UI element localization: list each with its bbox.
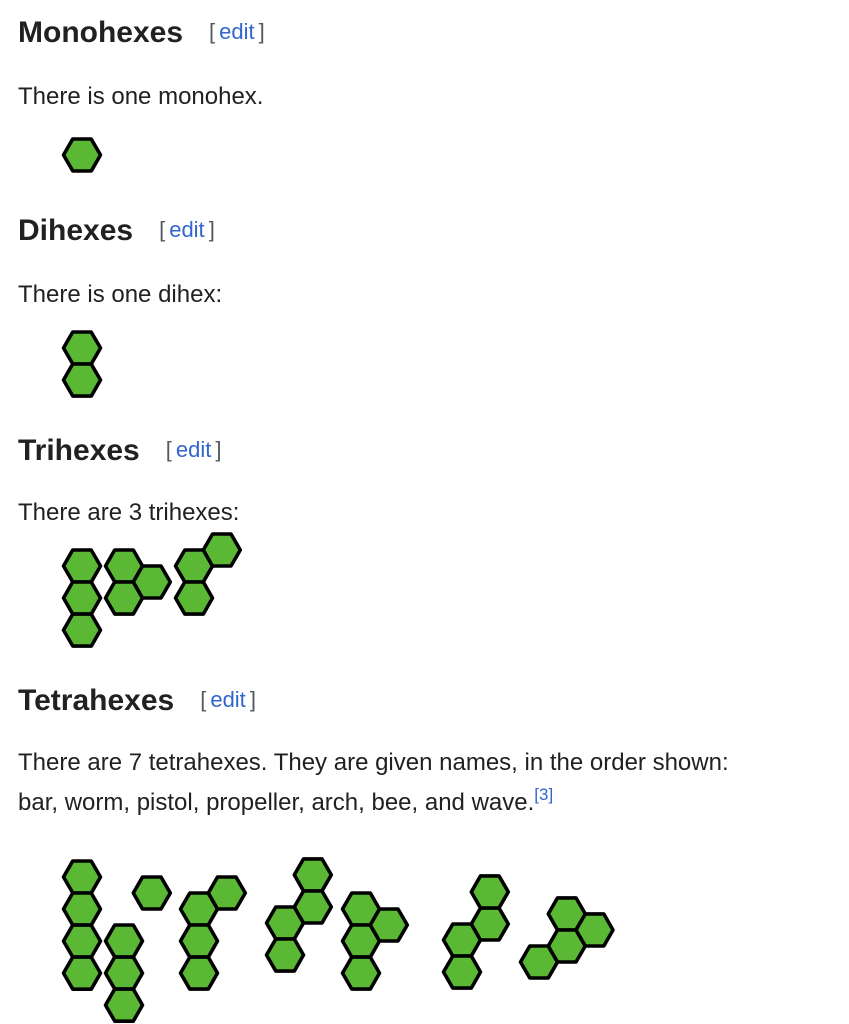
- hexagon-cell: [64, 139, 101, 171]
- paragraph: There are 3 trihexes:: [18, 499, 240, 526]
- hexagon-cell: [106, 989, 143, 1021]
- hexagon-cell: [181, 925, 218, 957]
- hexagon-cell: [64, 925, 101, 957]
- polyhex-monohex: [64, 139, 101, 171]
- edit-link[interactable]: edit: [210, 687, 246, 712]
- hexagon-cell: [64, 893, 101, 925]
- hexagon-cell: [64, 550, 101, 582]
- hexagon-cell: [64, 582, 101, 614]
- polyhex-propeller: [267, 859, 332, 971]
- paragraph: There are 7 tetrahexes. They are given names, in the order shown:: [18, 749, 729, 776]
- polyhex-worm: [106, 877, 171, 1021]
- polyhex-bar: [64, 861, 101, 989]
- hexagon-cell: [294, 891, 331, 923]
- heading-title: Tetrahexes: [18, 684, 175, 717]
- polyhex-bent: [106, 550, 171, 614]
- hexagon-cell: [176, 582, 213, 614]
- polyhex-wave: [521, 898, 614, 978]
- polyhex-bee: [444, 876, 509, 988]
- hexagon-cell: [181, 957, 218, 989]
- edit-link[interactable]: edit: [219, 19, 255, 44]
- hexagon-cell: [343, 957, 380, 989]
- paragraph: There is one dihex:: [18, 281, 223, 308]
- polyhex-pistol: [181, 877, 246, 989]
- hexagon-cell: [64, 957, 101, 989]
- hexagon-cell: [106, 957, 143, 989]
- hexagon-cell: [208, 877, 245, 909]
- paragraph: There is one monohex.: [18, 83, 264, 110]
- polyhex-dihex: [64, 332, 101, 396]
- hexagon-cell: [106, 925, 143, 957]
- heading-title: Monohexes: [18, 16, 184, 49]
- polyhex-arch: [343, 893, 408, 989]
- hexagon-cell: [267, 939, 304, 971]
- edit-section: [ edit ]: [209, 19, 265, 44]
- hexagon-cell: [133, 566, 170, 598]
- hexagon-cell: [370, 909, 407, 941]
- edit-section: [ edit ]: [159, 217, 215, 242]
- hexagon-cell: [64, 861, 101, 893]
- edit-link[interactable]: edit: [169, 217, 205, 242]
- hexagon-cell: [64, 332, 101, 364]
- reference-link[interactable]: [3]: [534, 785, 554, 804]
- paragraph-text: bar, worm, pistol, propeller, arch, bee, and wave.: [18, 789, 535, 816]
- edit-link[interactable]: edit: [175, 437, 212, 462]
- hexagon-cell: [444, 956, 481, 988]
- hexagon-cell: [471, 908, 508, 940]
- hexagon-cell: [576, 914, 613, 946]
- polyhex-triangle: [176, 534, 241, 614]
- heading-title: Dihexes: [18, 214, 134, 247]
- hexagon-cell: [64, 614, 101, 646]
- hexagon-cell: [133, 877, 170, 909]
- edit-section: [ edit ]: [165, 437, 222, 462]
- polyhex-straight: [64, 550, 101, 646]
- hexagon-cell: [471, 876, 508, 908]
- heading-title: Trihexes: [18, 434, 140, 467]
- hexagon-cell: [294, 859, 331, 891]
- edit-section: [ edit ]: [200, 687, 256, 712]
- hexagon-cell: [64, 364, 101, 396]
- hexagon-cell: [203, 534, 240, 566]
